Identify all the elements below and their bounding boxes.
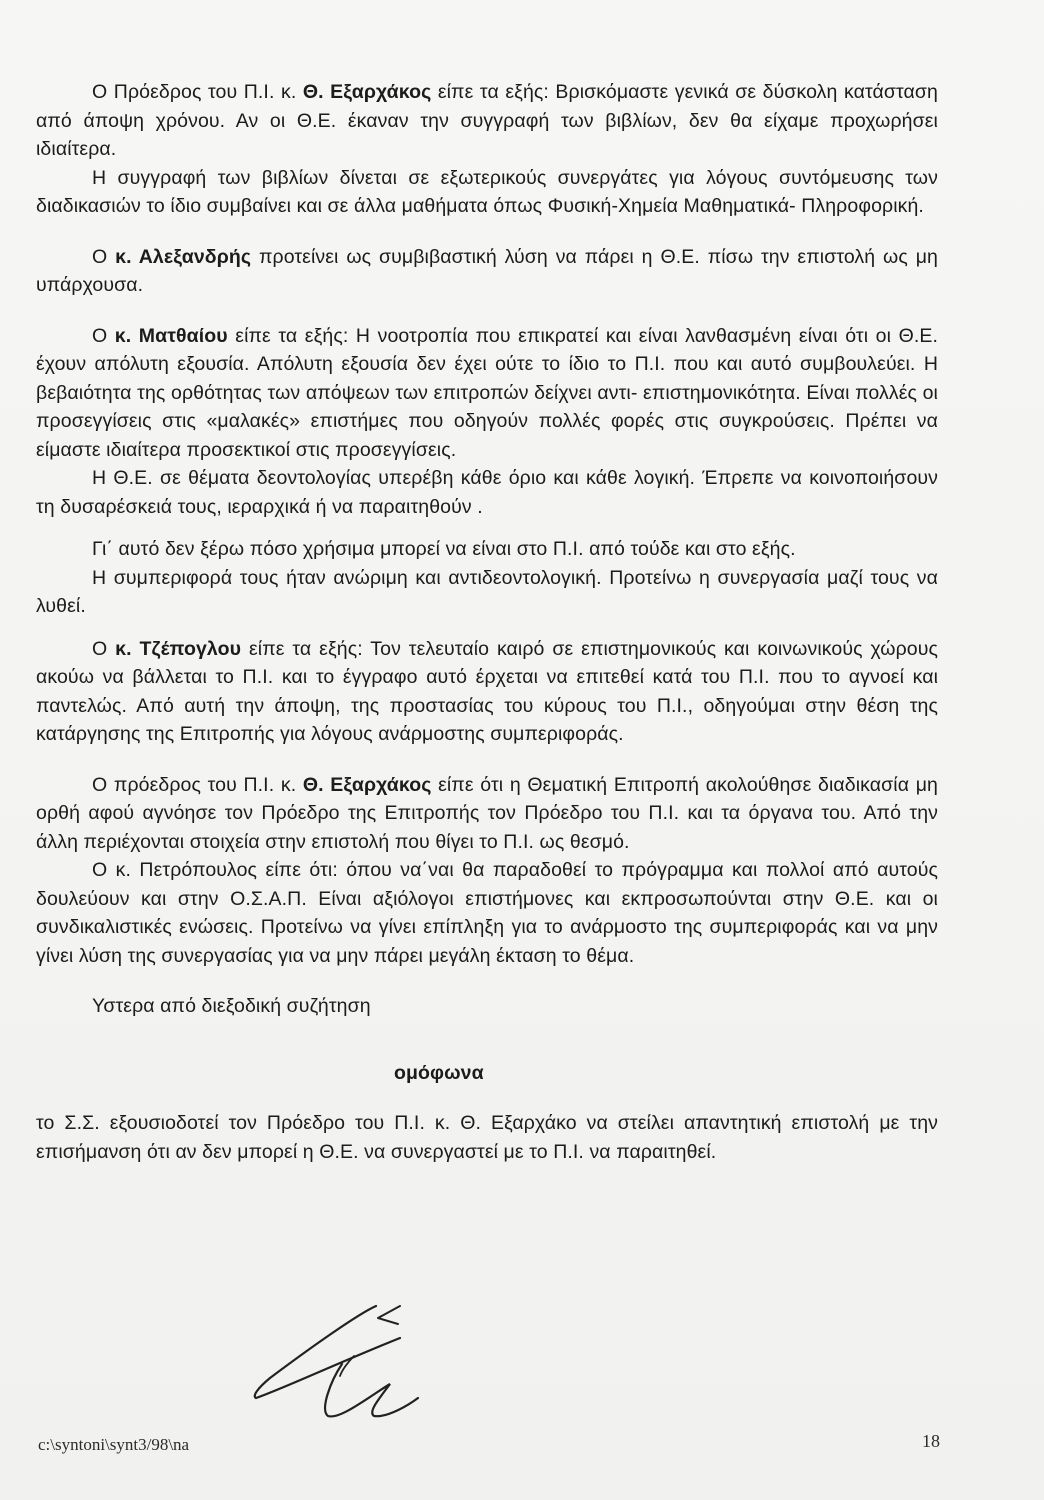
- unanimous-heading: ομόφωνα: [394, 1061, 484, 1084]
- paragraph-exarchakos-1: Ο Πρόεδρος του Π.Ι. κ. Θ. Εξαρχάκος είπε τα εξής: Βρισκόμαστε γενικά σε δύσκολη κατάσταση από άποψη χρόνου. Αν οι Θ.Ε. έκαναν την συγγραφή των βιβλίων, δεν θα είχαμε προχωρήσει ιδιαίτερα.: [36, 81, 938, 160]
- paragraph-exarchakos-2: Ο πρόεδρος του Π.Ι. κ. Θ. Εξαρχάκος είπε ότι η Θεματική Επιτροπή ακολούθησε διαδικασία μη ορθή αφού αγνόησε τον Πρόεδρο της Επιτροπής τον Πρόεδρο του Π.Ι. και τα όργανα του. Από την άλλη περιέχονται στοιχεία στην επιστολή που θίγει το Π.Ι. ως θεσμό.: [36, 773, 938, 853]
- footer-file-path: c:\syntoni\synt3/98\na: [38, 1435, 190, 1454]
- paragraph-matthaiou: Ο κ. Ματθαίου είπε τα εξής: Η νοοτροπία που επικρατεί και είναι λανθασμένη είναι ότι οι Θ.Ε. έχουν απόλυτη εξουσία. Απόλυτη εξουσία δεν έχει ούτε το ίδιο το Π.Ι. που και αυτό συμβουλεύει. Η βεβαιότητα της ορθότητας των απόψεων των επιτροπών δείχνει αντι- επιστημονικότητα. Είναι πολλές οι προσεγγίσεις στις «μαλακές» επιστήμες που οδηγούν πολλές φορές στις συγκρούσεις. Πρέπει να είμαστε ιδιαίτερα προσεκτικοί στις προσεγγίσεις.: [36, 324, 938, 461]
- paragraph-book-writing: Η συγγραφή των βιβλίων δίνεται σε εξωτερικούς συνεργάτες για λόγους συντόμευσης των διαδικασιών το ίδιο συμβαίνει και σε άλλα μαθήματα όπως Φυσική-Χημεία Μαθηματικά- Πληροφορική.: [36, 166, 938, 217]
- paragraph-usefulness: Γι΄ αυτό δεν ξέρω πόσο χρήσιμα μπορεί να είναι στο Π.Ι. από τούδε και στο εξής.: [92, 538, 796, 560]
- paragraph-ethics: Η Θ.Ε. σε θέματα δεοντολογίας υπερέβη κάθε όριο και κάθε λογική. Έπρεπε να κοινοποιήσουν τη δυσαρέσκειά τους, ιεραρχικά ή να παραιτηθούν .: [36, 467, 938, 518]
- paragraph-alexandris: Ο κ. Αλεξανδρής προτείνει ως συμβιβαστική λύση να πάρει η Θ.Ε. πίσω την επιστολή ως μη υπάρχουσα.: [36, 245, 938, 296]
- paragraph-petropoulos: Ο κ. Πετρόπουλος είπε ότι: όπου να΄ναι θα παραδοθεί το πρόγραμμα και πολλοί από αυτούς δουλεύουν και στην Ο.Σ.Α.Π. Είναι αξιόλογοι επιστήμονες και εκπροσωπούνται στην Θ.Ε. και οι συνδικαλιστικές ενώσεις. Προτείνω να γίνει επίπληξη για το ανάρμοστο της συμπεριφοράς και να μην γίνει λύση της συνεργασίας για να μην πάρει μεγάλη έκταση το θέμα.: [36, 859, 938, 967]
- page-number: 18: [922, 1431, 940, 1451]
- document-body: [36, 78, 938, 1166]
- paragraph-tzepoglou: Ο κ. Τζέπογλου είπε τα εξής: Τον τελευταίο καιρό σε επιστημονικούς και κοινωνικούς χώρους ακούω να βάλλεται το Π.Ι. και το έγγραφο αυτό έρχεται να επιτεθεί κατά του Π.Ι. που το αγνοεί και παντελώς. Από αυτή την άποψη, της προστασίας του κύρους του Π.Ι., οδηγούμαι στην θέση της κατάργησης της Επιτροπής για λόγους ανάρμοστης συμπεριφοράς.: [36, 637, 939, 745]
- paragraph-discussion: Υστερα από διεξοδική συζήτηση: [92, 995, 371, 1017]
- decision-paragraph: το Σ.Σ. εξουσιοδοτεί τον Πρόεδρο του Π.Ι. κ. Θ. Εξαρχάκο να στείλει απαντητική επιστολή με την επισήμανση ότι αν δεν μπορεί η Θ.Ε. να συνεργαστεί με το Π.Ι. να παραιτηθεί.: [36, 1112, 938, 1163]
- signature-mark: [250, 1300, 450, 1430]
- paragraph-behaviour: Η συμπεριφορά τους ήταν ανώριμη και αντιδεοντολογική. Προτείνω η συνεργασία μαζί τους να λυθεί.: [36, 566, 938, 617]
